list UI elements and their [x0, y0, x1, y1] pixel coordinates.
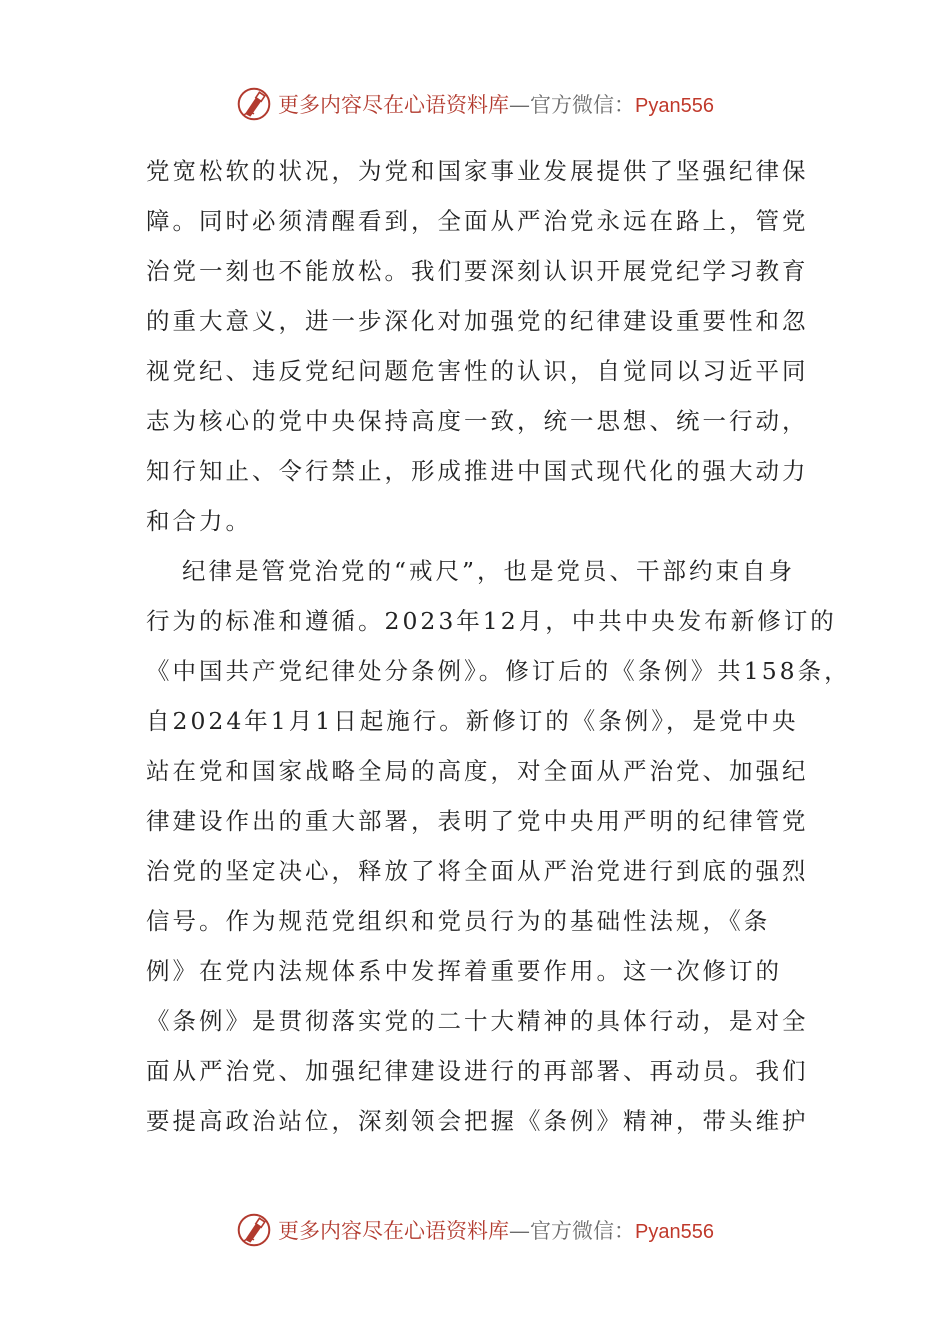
paragraph: [146, 146, 809, 546]
banner-tail-text: —官方微信：: [509, 1219, 636, 1243]
text-line: 行为的标准和遵循。2023年12月，中共中央发布新修订的: [146, 607, 837, 635]
text-line: 站在党和国家战略全局的高度，对全面从严治党、加强纪: [146, 757, 809, 785]
footer-banner-text: [278, 1215, 714, 1245]
text-line: 信号。作为规范党组织和党员行为的基础性法规，《条: [146, 907, 771, 935]
text-line: 治党一刻也不能放松。我们要深刻认识开展党纪学习教育: [146, 257, 809, 285]
text-line: 纪律是管党治党的“戒尺”，也是党员、干部约束自身: [182, 557, 796, 585]
text-line: 例》在党内法规体系中发挥着重要作用。这一次修订的: [146, 957, 782, 985]
text-line: 志为核心的党中央保持高度一致，统一思想、统一行动，: [146, 407, 809, 435]
text-line: 知行知止、令行禁止，形成推进中国式现代化的强大动力: [146, 457, 809, 485]
footer-banner: [0, 1210, 950, 1250]
text-line: 视党纪、违反党纪问题危害性的认识，自觉同以习近平同: [146, 357, 809, 385]
pen-nib-logo-icon: [236, 1212, 272, 1248]
text-line: 障。同时必须清醒看到，全面从严治党永远在路上，管党: [146, 207, 809, 235]
text-line: 的重大意义，进一步深化对加强党的纪律建设重要性和忽: [146, 307, 809, 335]
text-line: 律建设作出的重大部署，表明了党中央用严明的纪律管党: [146, 807, 809, 835]
paragraph: [146, 546, 851, 1146]
banner-wechat-handle: Pyan556: [635, 95, 714, 117]
document-body: [146, 146, 851, 1146]
text-line: 面从严治党、加强纪律建设进行的再部署、再动员。我们: [146, 1057, 809, 1085]
text-line: 党宽松软的状况，为党和国家事业发展提供了坚强纪律保: [146, 157, 809, 185]
text-line: 要提高政治站位，深刻领会把握《条例》精神，带头维护: [146, 1107, 809, 1135]
text-line: 和合力。: [146, 507, 252, 535]
text-line: 《条例》是贯彻落实党的二十大精神的具体行动，是对全: [146, 1007, 809, 1035]
text-line: 《中国共产党纪律处分条例》。修订后的《条例》共158条，: [146, 657, 851, 685]
banner-main-text: 更多内容尽在心语资料库: [278, 93, 510, 117]
banner-main-text: 更多内容尽在心语资料库: [278, 1219, 510, 1243]
banner-tail-text: —官方微信：: [509, 93, 636, 117]
text-line: 治党的坚定决心，释放了将全面从严治党进行到底的强烈: [146, 857, 809, 885]
pen-nib-logo-icon: [236, 86, 272, 122]
banner-wechat-handle: Pyan556: [635, 1221, 714, 1243]
header-banner: [0, 84, 950, 124]
header-banner-text: [278, 89, 714, 119]
text-line: 自2024年1月1日起施行。新修订的《条例》，是党中央: [146, 707, 799, 735]
